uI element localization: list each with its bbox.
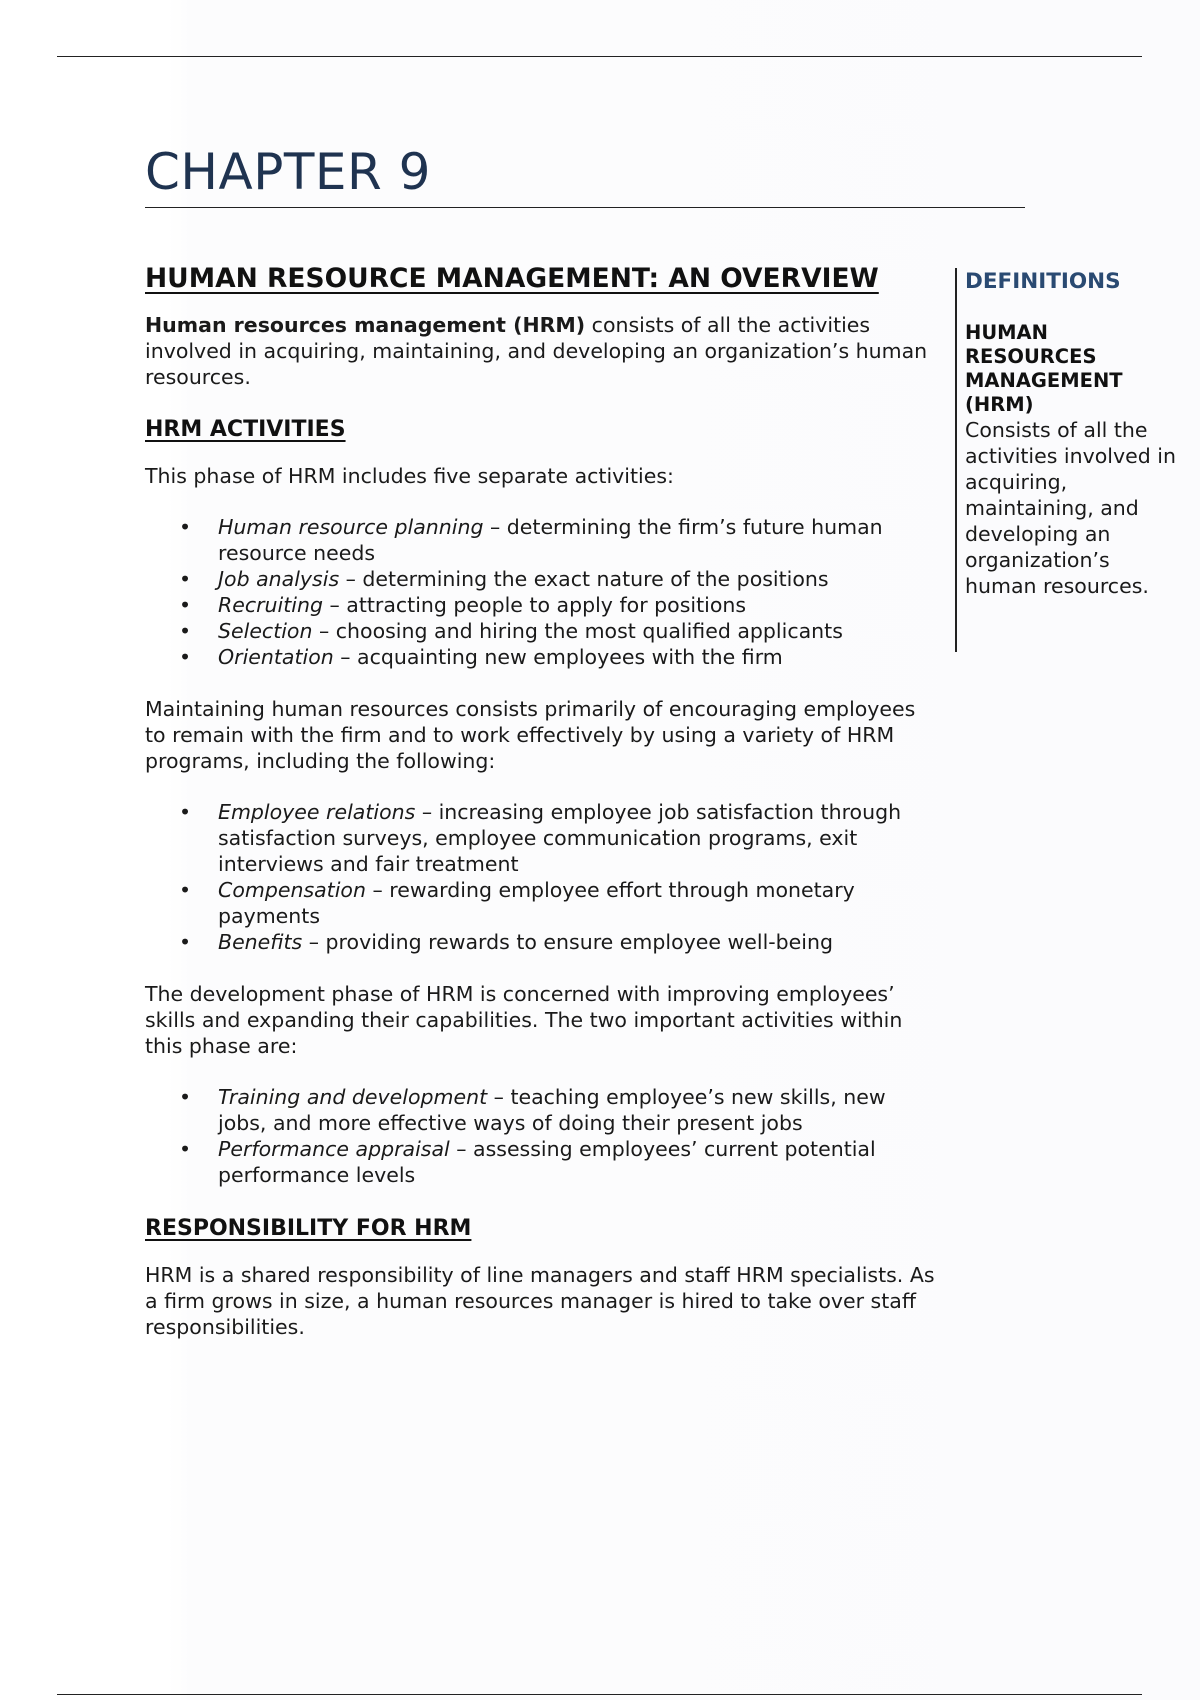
list-item bbox=[145, 799, 935, 877]
bullet-icon: • bbox=[179, 567, 192, 591]
list-item-term: Performance appraisal bbox=[218, 1137, 450, 1161]
responsibility-paragraph: HRM is a shared responsibility of line managers and staff HRM specialists. As a firm grows in size, a human resources manager is hired to take over staff responsibilities. bbox=[145, 1263, 935, 1339]
list-item-term: Human resource planning bbox=[218, 515, 484, 539]
maintaining-paragraph: Maintaining human resources consists primarily of encouraging employees to remain with the firm and to work effectively by using a variety of HRM programs, including the following: bbox=[145, 697, 916, 773]
bullet-icon: • bbox=[179, 1085, 192, 1109]
list-item-text: – determining the firm’s future human resource needs bbox=[218, 515, 883, 565]
list-item bbox=[145, 877, 935, 929]
definition-term: HUMAN RESOURCES MANAGEMENT (HRM) bbox=[965, 321, 1123, 416]
list-item-text: – teaching employee’s new skills, new jobs, and more effective ways of doing their present jobs bbox=[218, 1085, 886, 1135]
list-item-term: Compensation bbox=[218, 878, 366, 902]
list-item-text: – providing rewards to ensure employee well-being bbox=[302, 930, 833, 954]
list-item-term: Orientation bbox=[218, 645, 334, 669]
list-item-text: – assessing employees’ current potential performance levels bbox=[218, 1137, 876, 1187]
main-column bbox=[145, 262, 935, 1365]
bullet-icon: • bbox=[179, 1137, 192, 1161]
activities-intro: This phase of HRM includes five separate activities: bbox=[145, 464, 674, 488]
chapter-title: CHAPTER 9 bbox=[145, 143, 431, 201]
list-item bbox=[145, 1084, 935, 1136]
bullet-icon: • bbox=[179, 930, 192, 954]
list-item-text: – rewarding employee effort through monetary payments bbox=[218, 878, 855, 928]
definitions-sidebar bbox=[955, 268, 1180, 652]
bullet-icon: • bbox=[179, 645, 192, 669]
list-item-text: – determining the exact nature of the positions bbox=[339, 567, 829, 591]
list-item-term: Job analysis bbox=[218, 567, 340, 591]
list-item bbox=[145, 929, 935, 955]
development-list bbox=[145, 1084, 935, 1188]
development-paragraph: The development phase of HRM is concerned with improving employees’ skills and expanding their capabilities. The two important activities within this phase are: bbox=[145, 982, 903, 1058]
list-item-term: Recruiting bbox=[218, 593, 323, 617]
hrm-activities-heading: HRM ACTIVITIES bbox=[145, 417, 346, 442]
list-item-text: – choosing and hiring the most qualified applicants bbox=[312, 619, 843, 643]
chapter-title-rule bbox=[145, 207, 1025, 208]
list-item-term: Training and development bbox=[218, 1085, 488, 1109]
list-item-term: Employee relations bbox=[218, 800, 416, 824]
list-item-text: – acquainting new employees with the firm bbox=[333, 645, 783, 669]
bullet-icon: • bbox=[179, 800, 192, 824]
list-item-text: – attracting people to apply for positions bbox=[322, 593, 747, 617]
list-item bbox=[145, 514, 935, 566]
bullet-icon: • bbox=[179, 619, 192, 643]
intro-term: Human resources management (HRM) bbox=[145, 313, 586, 337]
list-item bbox=[145, 592, 935, 618]
footer-rule bbox=[57, 1694, 1142, 1695]
list-item bbox=[145, 1136, 935, 1188]
section-heading: HUMAN RESOURCE MANAGEMENT: AN OVERVIEW bbox=[145, 263, 879, 294]
bullet-icon: • bbox=[179, 593, 192, 617]
list-item-text: – increasing employee job satisfaction through satisfaction surveys, employee communication programs, exit interviews and fair treatment bbox=[218, 800, 902, 876]
list-item-term: Selection bbox=[218, 619, 313, 643]
bullet-icon: • bbox=[179, 878, 192, 902]
definitions-title: DEFINITIONS bbox=[965, 269, 1121, 294]
intro-paragraph bbox=[145, 312, 935, 390]
list-item bbox=[145, 566, 935, 592]
header-rule bbox=[57, 56, 1142, 57]
bullet-icon: • bbox=[179, 515, 192, 539]
intro-text: consists of all the activities involved in acquiring, maintaining, and developing an organization’s human resources. bbox=[145, 313, 928, 389]
list-item-term: Benefits bbox=[218, 930, 303, 954]
list-item bbox=[145, 618, 935, 644]
maintaining-list bbox=[145, 799, 935, 955]
responsibility-heading: RESPONSIBILITY FOR HRM bbox=[145, 1216, 472, 1241]
definition-text: Consists of all the activities involved in acquiring, maintaining, and developing an organization’s human resources. bbox=[965, 418, 1176, 598]
list-item bbox=[145, 644, 935, 670]
activities-list bbox=[145, 514, 935, 670]
